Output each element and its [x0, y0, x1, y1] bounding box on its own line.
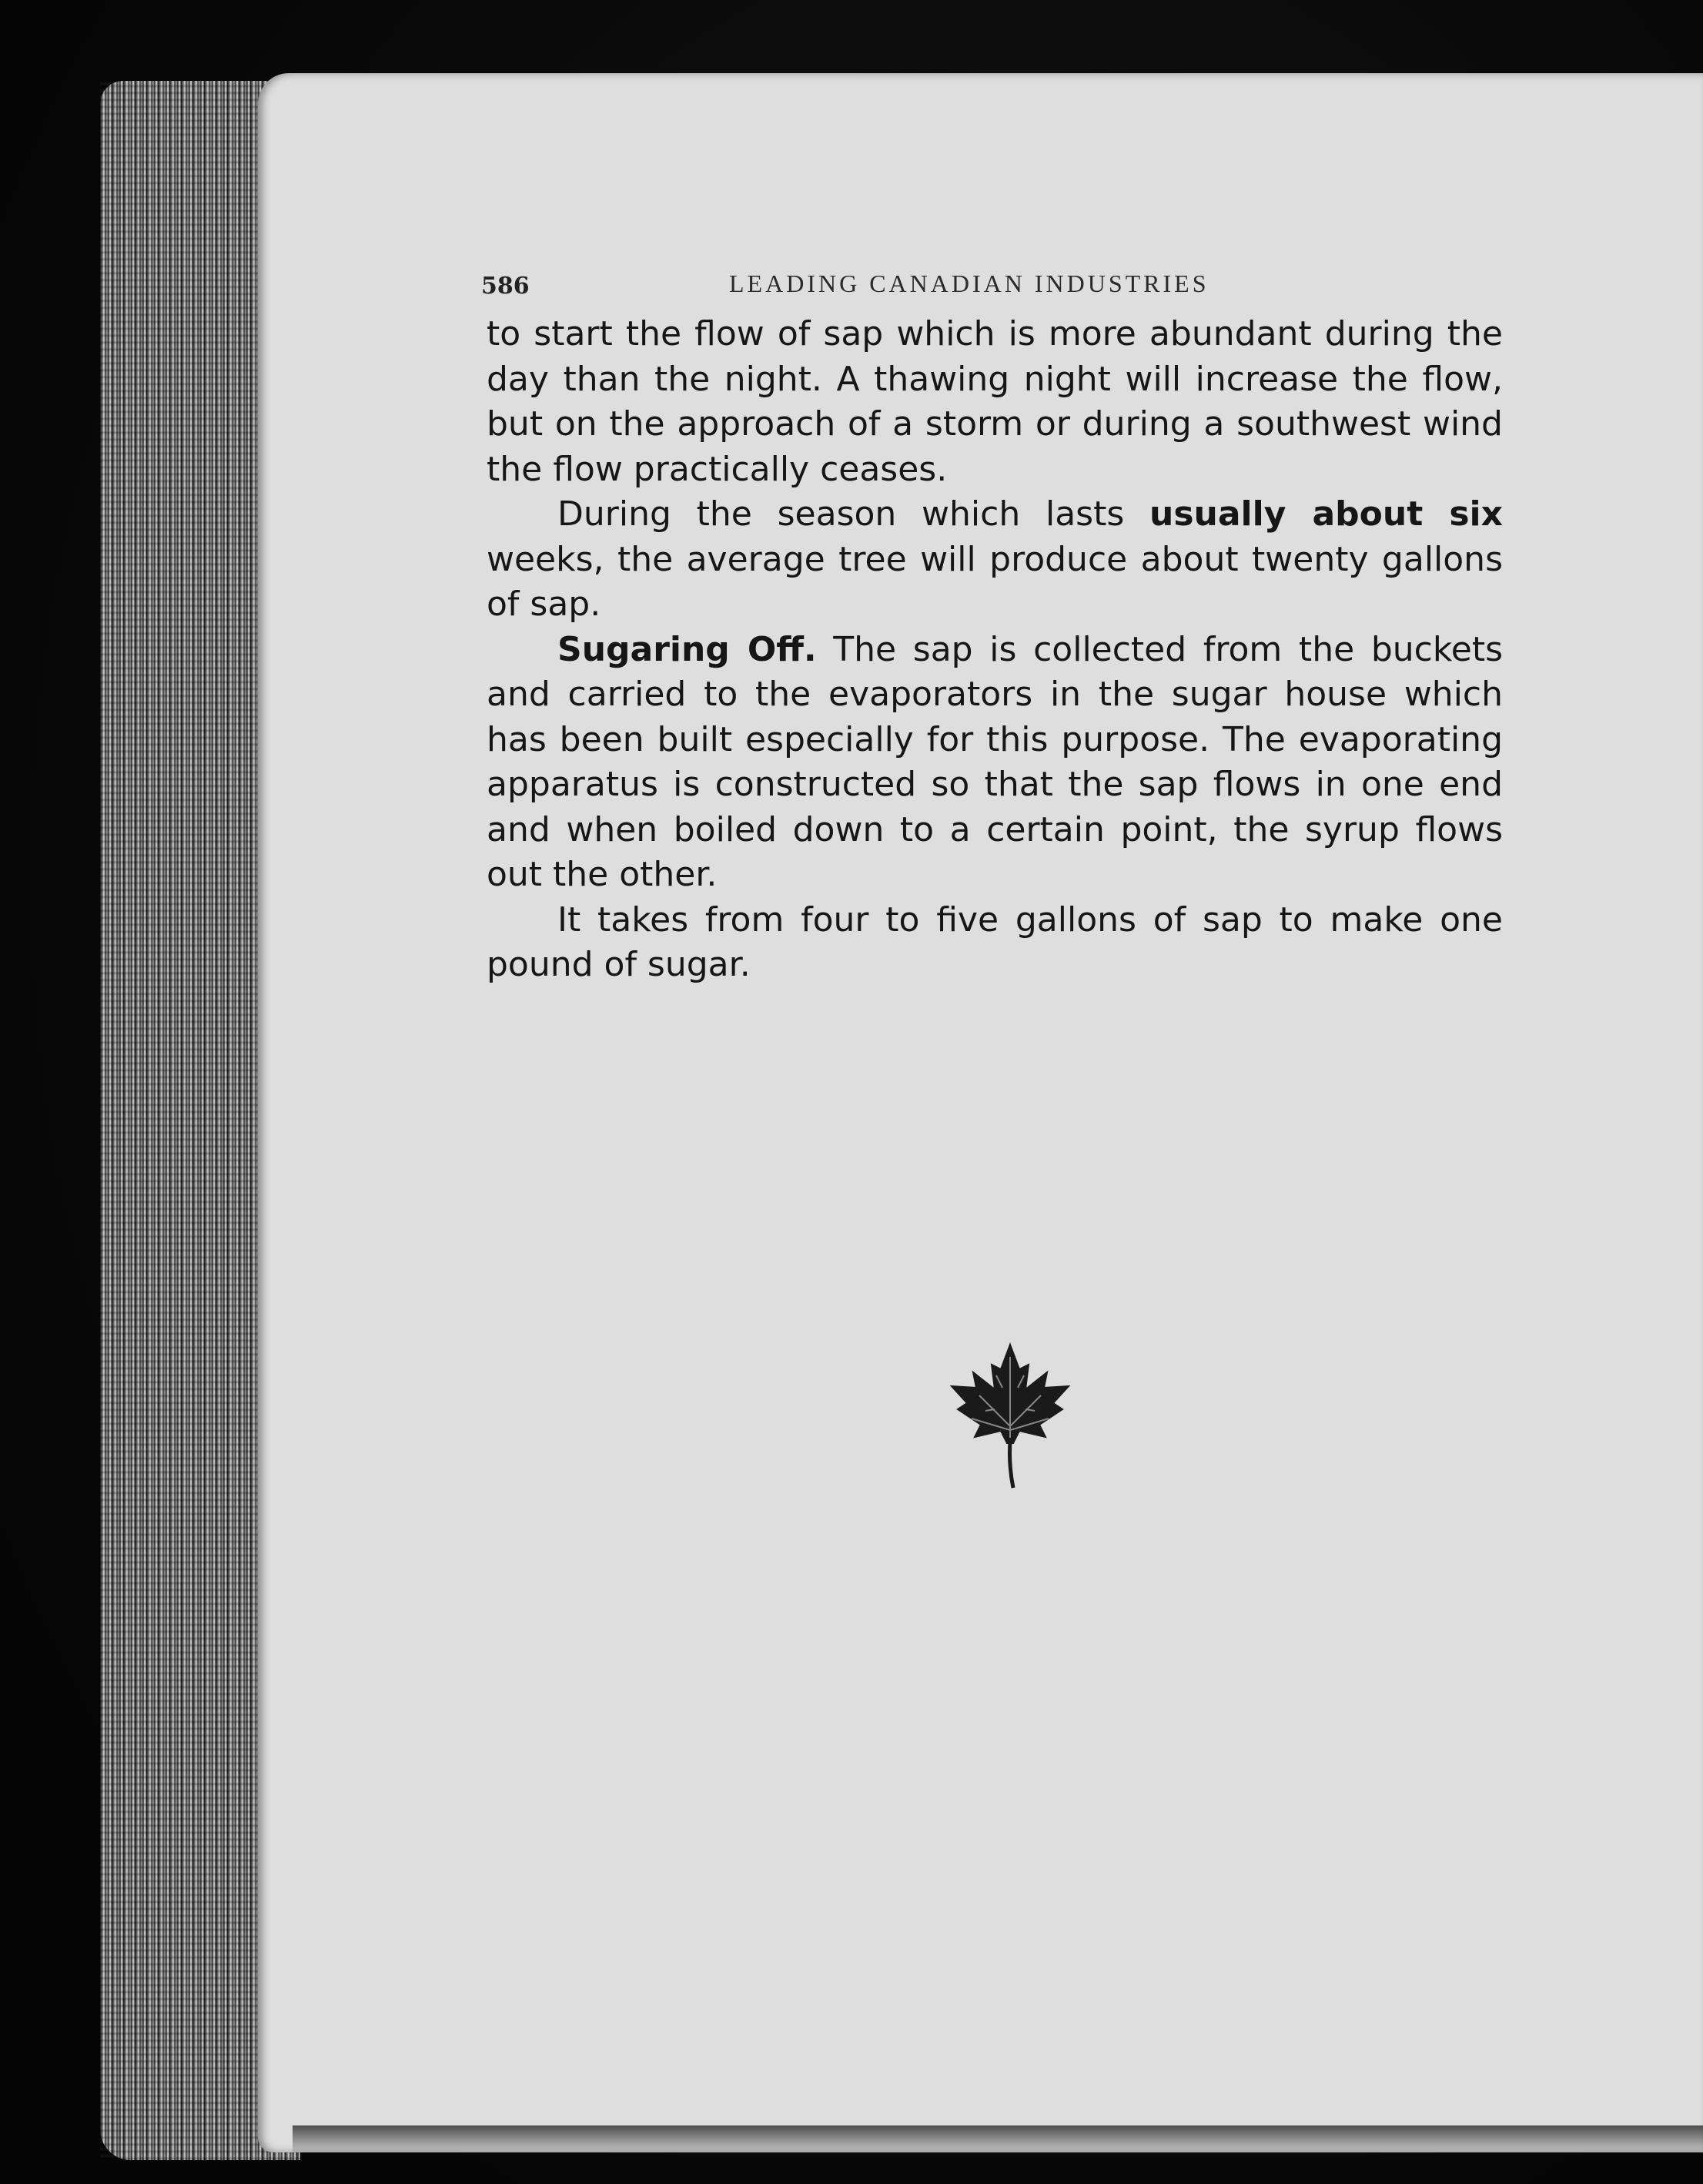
paragraph-4: It takes from four to five gallons of sap to make one pound of sugar. — [487, 899, 1503, 984]
paragraph-2 — [487, 492, 1503, 628]
paragraph-3-text: The sap is collected from the buckets and carried to the evaporators in the sugar house which has been built especially for this purpose. The evaporating apparatus is constructed so that the sap flows in one end and when boiled down to a certain point, the syrup flows out the other. — [487, 629, 1503, 894]
maple-leaf-icon — [949, 1342, 1072, 1496]
ornament — [949, 1342, 1072, 1496]
body-text — [487, 312, 1503, 988]
paragraph-2-start: During the season which lasts — [557, 494, 1150, 534]
running-title: LEADING CANADIAN INDUSTRIES — [729, 270, 1209, 297]
paragraph-2-end: weeks, the average tree will produce about twenty gallons of sap. — [487, 539, 1503, 624]
page-bottom-shadow — [293, 2125, 1703, 2156]
page-number: 586 — [481, 273, 530, 300]
paragraph-3 — [487, 628, 1503, 898]
running-head — [481, 266, 1517, 305]
section-heading-sugaring-off: Sugaring Off. — [557, 629, 817, 669]
paragraph-2-emphasis: usually about six — [1149, 494, 1503, 534]
paragraph-1: to start the flow of sap which is more abundant during the day than the night. A thawing night will increase the flow, but on the approach of a storm or during a southwest wind the flow practically ceases. — [487, 314, 1503, 489]
